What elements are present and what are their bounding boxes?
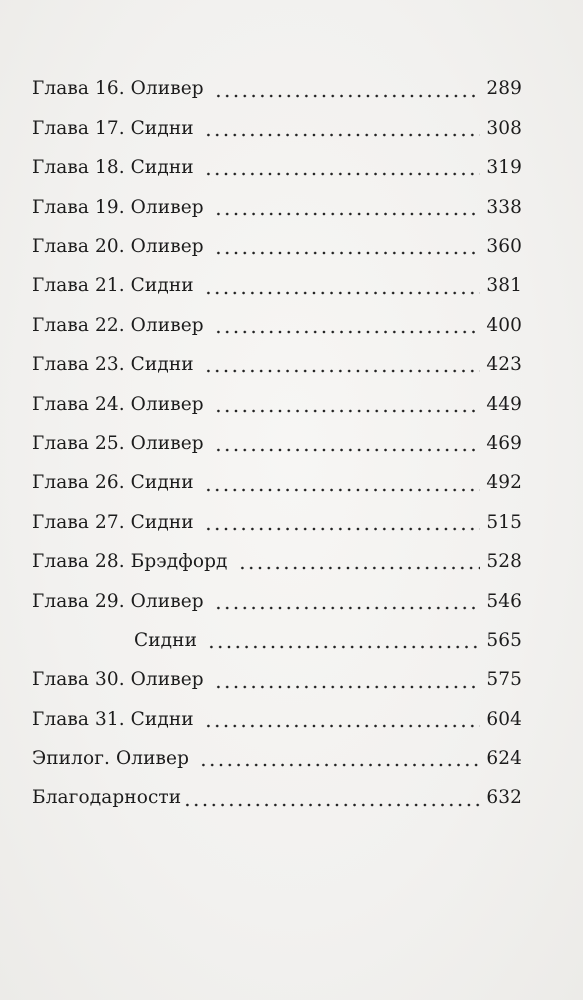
toc-entry xyxy=(32,464,522,503)
toc-entry-title: Эпилог. Оливер xyxy=(32,748,190,770)
toc-entry-page: 546 xyxy=(486,590,522,612)
toc-dot-leader xyxy=(214,672,481,690)
toc-dot-leader xyxy=(207,632,480,650)
toc-entry-page: 449 xyxy=(486,393,522,415)
toc-entry-page: 308 xyxy=(486,117,522,139)
toc-dot-leader xyxy=(214,238,481,256)
toc-entry xyxy=(32,385,522,424)
toc-entry-title: Глава 30. Оливер xyxy=(32,669,204,691)
toc-dot-leader xyxy=(238,553,481,571)
toc-entry-page: 360 xyxy=(486,236,522,257)
toc-entry-title: Глава 27. Сидни xyxy=(32,511,194,533)
toc-entry xyxy=(32,779,522,818)
toc-entry xyxy=(32,306,522,345)
toc-dot-leader xyxy=(214,593,481,611)
table-of-contents xyxy=(32,70,522,818)
toc-entry xyxy=(32,149,522,188)
toc-entry-title: Глава 22. Оливер xyxy=(32,314,204,336)
toc-entry-title: Глава 19. Оливер xyxy=(32,196,204,218)
toc-dot-leader xyxy=(214,81,481,99)
toc-dot-leader xyxy=(214,396,481,414)
toc-entry xyxy=(32,228,522,267)
toc-entry-title: Глава 17. Сидни xyxy=(32,117,194,139)
toc-entry-title: Глава 26. Сидни xyxy=(32,472,194,494)
toc-dot-leader xyxy=(204,711,481,729)
toc-entry xyxy=(32,621,522,660)
toc-entry-page: 565 xyxy=(486,629,522,651)
toc-entry-page: 289 xyxy=(486,78,522,100)
toc-entry xyxy=(32,700,522,739)
toc-entry-title: Глава 23. Сидни xyxy=(32,354,194,376)
toc-entry-title: Глава 25. Оливер xyxy=(32,432,204,454)
toc-entry-page: 319 xyxy=(486,157,522,179)
toc-dot-leader xyxy=(199,750,480,768)
toc-entry xyxy=(32,543,522,582)
toc-entry-page: 492 xyxy=(486,472,522,494)
toc-entry-title: Глава 28. Брэдфорд xyxy=(32,551,228,573)
toc-entry xyxy=(32,70,522,109)
toc-dot-leader xyxy=(204,159,481,177)
toc-entry-title: Глава 16. Оливер xyxy=(32,78,204,100)
toc-entry-page: 381 xyxy=(486,275,522,297)
toc-dot-leader xyxy=(204,514,481,532)
toc-dot-leader xyxy=(214,199,481,217)
toc-dot-leader xyxy=(204,120,481,138)
toc-entry-page: 400 xyxy=(486,314,522,336)
toc-entry-page: 624 xyxy=(486,748,522,770)
toc-entry-page: 604 xyxy=(486,708,522,730)
toc-entry-title: Глава 20. Оливер xyxy=(32,236,204,257)
toc-entry-title: Глава 21. Сидни xyxy=(32,275,194,297)
toc-entry xyxy=(32,188,522,227)
toc-entry-page: 338 xyxy=(486,196,522,218)
toc-entry xyxy=(32,661,522,700)
toc-dot-leader xyxy=(183,790,484,808)
toc-entry-page: 575 xyxy=(486,669,522,691)
toc-entry-title: Благодарности xyxy=(32,787,182,809)
toc-entry xyxy=(32,582,522,621)
toc-entry xyxy=(32,425,522,464)
toc-entry xyxy=(32,740,522,779)
toc-dot-leader xyxy=(204,356,481,374)
toc-entry-page: 423 xyxy=(486,354,522,376)
toc-dot-leader xyxy=(204,278,481,296)
toc-entry-page: 469 xyxy=(486,432,522,454)
toc-entry-title: Глава 31. Сидни xyxy=(32,708,194,730)
toc-dot-leader xyxy=(214,317,481,335)
toc-entry-page: 528 xyxy=(486,551,522,573)
toc-entry xyxy=(32,109,522,148)
toc-entry-page: 515 xyxy=(486,511,522,533)
toc-entry xyxy=(32,503,522,542)
toc-dot-leader xyxy=(214,435,481,453)
toc-entry-title: Глава 29. Оливер xyxy=(32,590,204,612)
toc-entry-title: Глава 24. Оливер xyxy=(32,393,204,415)
toc-entry-title: Сидни xyxy=(134,629,198,651)
toc-dot-leader xyxy=(204,475,481,493)
toc-entry-page: 632 xyxy=(486,787,522,809)
toc-entry xyxy=(32,267,522,306)
toc-entry xyxy=(32,346,522,385)
toc-entry-title: Глава 18. Сидни xyxy=(32,157,194,179)
